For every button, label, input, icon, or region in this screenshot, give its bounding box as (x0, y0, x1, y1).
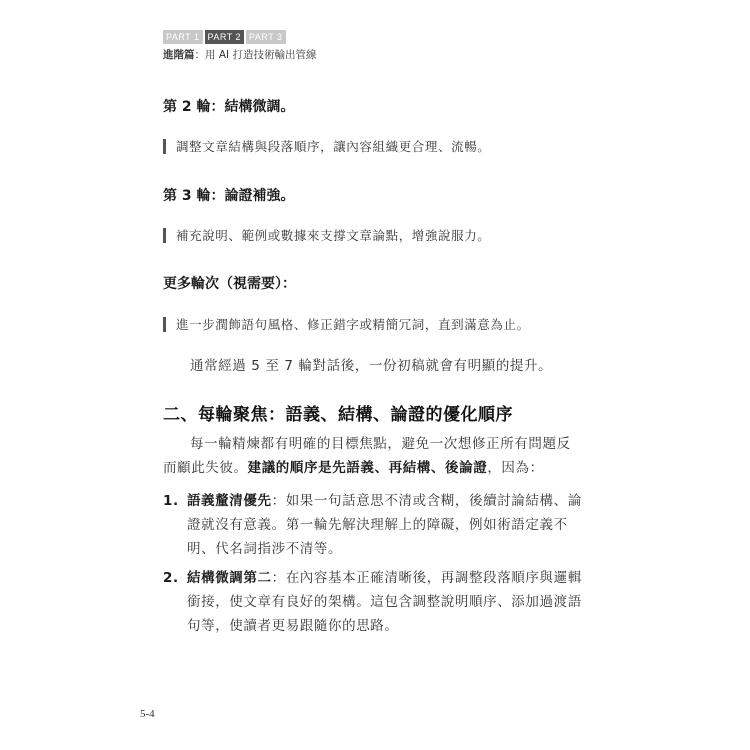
subtitle-rest: ：用 AI 打造技術輸出管線 (194, 49, 317, 61)
page-number: 5-4 (140, 708, 155, 720)
list-number: 1. (163, 493, 179, 509)
part-2-tag: PART 2 (205, 30, 245, 44)
list-item-2 (163, 566, 583, 638)
summary-paragraph: 通常經過 5 至 7 輪對話後，一份初稿就會有明顯的提升。 (190, 358, 553, 374)
round-2-note-text: 調整文章結構與段落順序，讓內容組織更合理、流暢。 (176, 139, 491, 154)
quote-bar (163, 228, 166, 243)
list-text: ：如果一句話意思不清或含糊，後續討論結構、論證就沒有意義。第一輪先解決理解上的障礙，例如術語定義不明、代名詞指涉不清等。 (187, 493, 582, 557)
part-1-tag: PART 1 (163, 30, 203, 44)
quote-bar (163, 139, 166, 154)
more-rounds-heading: 更多輪次（視需要）： (163, 276, 296, 292)
intro-plain: 每一輪精煉都有明確的目標焦點，避免一次想修正所有問題反而顧此失彼。 (163, 436, 571, 476)
list-body (187, 489, 583, 561)
round-3-note-text: 補充說明、範例或數據來支撐文章論點，增強說服力。 (176, 228, 491, 243)
more-rounds-note-text: 進一步潤飾語句風格、修正錯字或精簡冗詞，直到滿意為止。 (176, 317, 530, 332)
more-rounds-note (163, 315, 530, 333)
round-3-note (163, 226, 490, 244)
list-text: ：在內容基本正確清晰後，再調整段落順序與邏輯銜接，使文章有良好的架構。這包含調整說明順序、添加過渡語句等，使讀者更易跟隨你的思路。 (187, 570, 582, 634)
list-body (187, 566, 583, 638)
intro-bold: 建議的順序是先語義、再結構、後論證 (247, 460, 488, 476)
list-number: 2. (163, 570, 179, 586)
list-item-1 (163, 489, 583, 561)
section-heading: 二、每輪聚焦：語義、結構、論證的優化順序 (163, 405, 513, 425)
intro-paragraph (163, 432, 583, 480)
round-2-heading: 第 2 輪：結構微調。 (163, 99, 295, 115)
round-3-heading: 第 3 輪：論證補強。 (163, 188, 295, 204)
intro-tail: ，因為： (487, 460, 544, 476)
running-header (163, 30, 316, 62)
chapter-subtitle (163, 47, 316, 62)
list-lead: 語義釐清優先 (187, 493, 272, 509)
round-2-note (163, 137, 490, 155)
part-3-tag: PART 3 (246, 30, 286, 44)
quote-bar (163, 317, 166, 332)
part-tabs (163, 30, 316, 44)
subtitle-bold: 進階篇 (163, 49, 195, 61)
list-lead: 結構微調第二 (187, 570, 272, 586)
